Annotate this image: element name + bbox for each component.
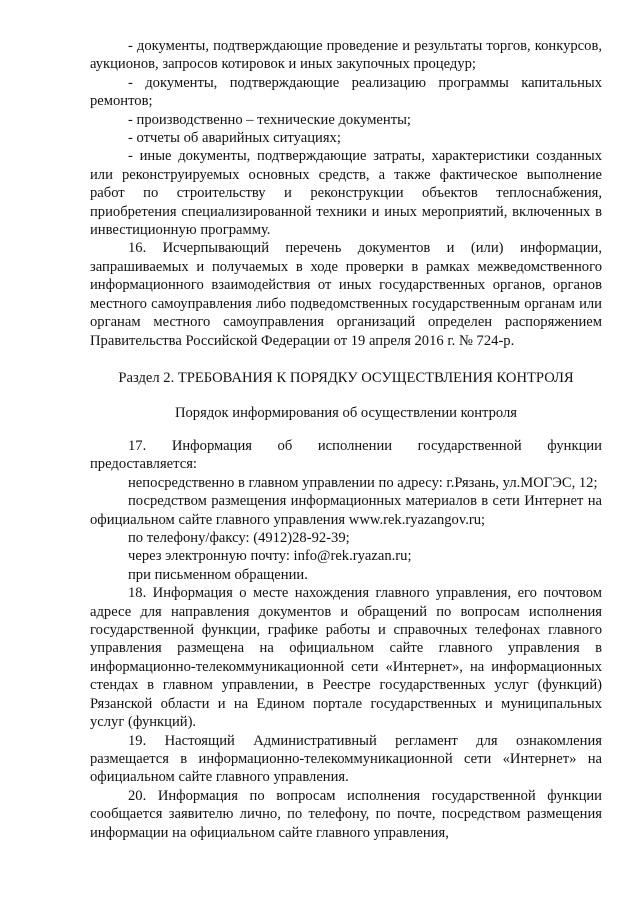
paragraph-18: 18. Информация о месте нахождения главного управления, его почтовом адресе для направления документов и обращений по вопросам исполнения государственной функции, графике работы и справочных телефонах главного управления размещена на официальном сайте главного управления в информационно-телекоммуникационной сети «Интернет», на информационных стендах в главном управлении, в Реестре государственных услуг (функций) Рязанской области и на Едином портале государственных и муниципальных услуг (функций). — [90, 585, 602, 731]
list-item-trade-documents: - документы, подтверждающие проведение и результаты торгов, конкурсов, аукционов, запросов котировок и иных закупочных процедур; — [90, 38, 602, 73]
info-block — [90, 437, 602, 842]
paragraph-17: 17. Информация об исполнении государственной функции предоставляется: — [90, 438, 602, 473]
list-item-emergency-reports: - отчеты об аварийных ситуациях; — [128, 130, 341, 147]
subsection-title: Порядок информирования об осуществлении контроля — [174, 405, 518, 421]
section-title: Раздел 2. ТРЕБОВАНИЯ К ПОРЯДКУ ОСУЩЕСТВЛЕНИЯ КОНТРОЛЯ — [118, 370, 574, 386]
list-block — [90, 37, 602, 350]
paragraph-20: 20. Информация по вопросам исполнения государственной функции сообщается заявителю лично, по телефону, по почте, посредством размещения информации на официальном сайте главного управления, — [90, 787, 602, 841]
paragraph-19: 19. Настоящий Административный регламент для ознакомления размещается в информационно-телекоммуникационной сети «Интернет» на официальном сайте главного управления. — [90, 732, 602, 786]
info-method-website: посредством размещения информационных материалов в сети Интернет на официальном сайте главного управления www.rek.ryazangov.ru; — [90, 493, 602, 528]
info-method-phone: по телефону/факсу: (4912)28-92-39; — [128, 530, 350, 547]
list-item-technical-documents: - производственно – технические документы; — [128, 111, 411, 128]
list-item-capital-repairs: - документы, подтверждающие реализацию программы капитальных ремонтов; — [90, 74, 602, 110]
info-method-address: непосредственно в главном управлении по адресу: г.Рязань, ул.МОГЭС, 12; — [128, 474, 598, 491]
info-method-email: через электронную почту: info@rek.ryazan.ru; — [128, 548, 412, 565]
paragraph-16: 16. Исчерпывающий перечень документов и (или) информации, запрашиваемых и получаемых в ходе проверки в рамках межведомственного информационного взаимодействия от иных государственных органов, органов местного самоуправления либо подведомственных государственным органам или органам местного самоуправления организаций определен распоряжением Правительства Российской Федерации от 19 апреля 2016 г. № 724-р. — [90, 240, 602, 349]
list-item-other-documents: - иные документы, подтверждающие затраты, характеристики созданных или реконструируемых основных средств, а также фактическое выполнение работ по строительству и реконструкции объектов теплоснабжения, приобретения специализированной техники и иных мероприятий, включенных в инвестиционную программу. — [90, 148, 602, 239]
info-method-written: при письменном обращении. — [128, 566, 308, 583]
